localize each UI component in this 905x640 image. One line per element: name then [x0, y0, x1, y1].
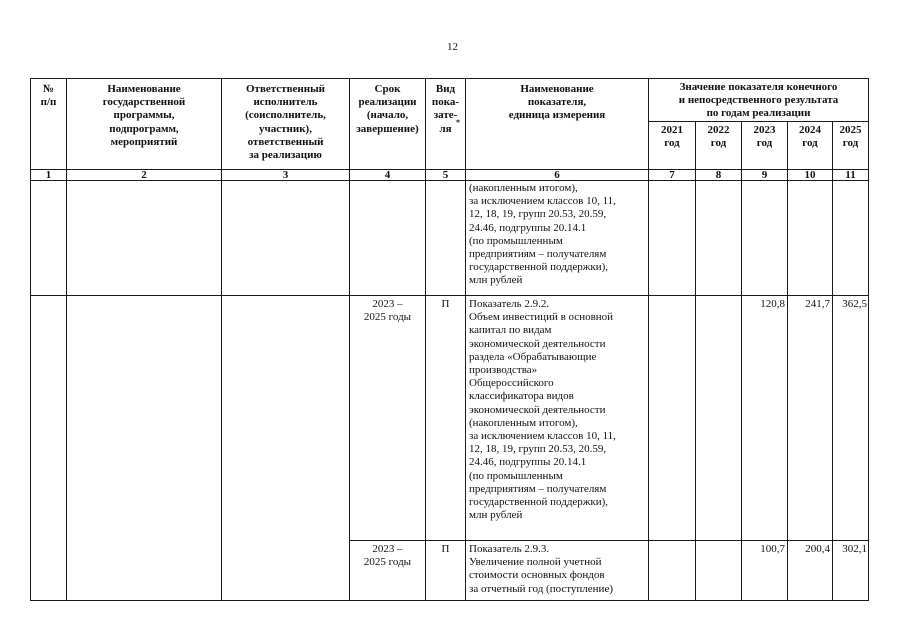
column-number: 3	[282, 169, 289, 181]
years-group-divider	[648, 121, 868, 122]
column-number: 2	[141, 169, 147, 181]
term-2-9-2: 2023 – 2025 годы	[363, 298, 412, 324]
col-border-9	[787, 121, 788, 601]
header-number: № п/п	[40, 83, 57, 109]
col-border-0	[30, 78, 31, 601]
header-term: Срок реализации (начало, завершение)	[356, 83, 419, 135]
header-values-group: Значение показателя конечного и непосредственного результата по годам реализации	[678, 81, 839, 120]
column-number: 10	[804, 169, 816, 181]
column-number: 4	[384, 169, 391, 181]
col-border-7	[695, 121, 696, 601]
col-border-11	[868, 78, 869, 601]
value-2024-2-9-2: 241,7	[805, 298, 830, 310]
value-2023-2-9-3: 100,7	[760, 543, 785, 555]
value-2024-2-9-3: 200,4	[805, 543, 830, 555]
header-year-2023: 2023 год	[753, 124, 776, 150]
col-border-6	[648, 78, 649, 601]
value-2025-2-9-3: 302,1	[842, 543, 867, 555]
indicator-type-2-9-2: П	[441, 298, 450, 310]
header-indicator-type: Вид пока- зате- ля	[431, 83, 460, 135]
indicator-text-2-9-2: Показатель 2.9.2. Объем инвестиций в основной капитал по видам экономической деятельности раздела «Обрабатывающие производства» Общероссийского классификатора видов экономической деятельности (накопленным итогом), за исключением классов 10, 11, 12, 18, 19, групп 20.53, 20.59, 24.46, подгруппы 20.14.1 (по промышленным предприятиям – получателям государственной поддержки), млн рублей	[469, 298, 616, 522]
indicator-text-continued: (накопленным итогом), за исключением классов 10, 11, 12, 18, 19, групп 20.53, 20.59, 24.46, подгруппы 20.14.1 (по промышленным предприятиям – получателям государственной поддержки), млн рублей	[469, 182, 616, 287]
column-number: 9	[761, 169, 768, 181]
col-border-4	[425, 78, 426, 601]
col-border-5	[465, 78, 466, 601]
header-year-2021: 2021 год	[661, 124, 683, 150]
header-indicator-name: Наименование показателя, единица измерения	[508, 83, 606, 122]
column-number: 7	[669, 169, 675, 181]
column-number: 5	[442, 169, 449, 181]
value-2025-2-9-2: 362,5	[842, 298, 867, 310]
row-divider-1	[30, 295, 868, 296]
header-year-2024: 2024 год	[799, 124, 821, 150]
table-bottom-border	[30, 600, 868, 601]
column-number: 8	[715, 169, 722, 181]
value-2023-2-9-2: 120,8	[760, 298, 785, 310]
indicator-text-2-9-3: Показатель 2.9.3. Увеличение полной учетной стоимости основных фондов за отчетный год (поступление)	[469, 543, 613, 595]
header-indicator-type-mark: *	[456, 118, 460, 127]
row-divider-2	[349, 540, 868, 541]
col-border-8	[741, 121, 742, 601]
column-number: 11	[845, 169, 856, 181]
header-program-name: Наименование государственной программы, подпрограмм, мероприятий	[102, 83, 186, 148]
col-border-10	[832, 121, 833, 601]
column-number: 6	[554, 169, 560, 181]
indicator-type-2-9-3: П	[441, 543, 450, 555]
header-responsible: Ответственный исполнитель (соисполнитель, участник), ответственный за реализацию	[245, 83, 326, 162]
header-year-2025: 2025 год	[839, 124, 862, 150]
column-number: 1	[45, 169, 52, 181]
header-year-2022: 2022 год	[707, 124, 730, 150]
term-2-9-3: 2023 – 2025 годы	[363, 543, 412, 569]
col-border-3	[349, 78, 350, 601]
page-number: 12	[447, 41, 458, 53]
col-border-1	[66, 78, 67, 601]
table-top-border	[30, 78, 868, 79]
